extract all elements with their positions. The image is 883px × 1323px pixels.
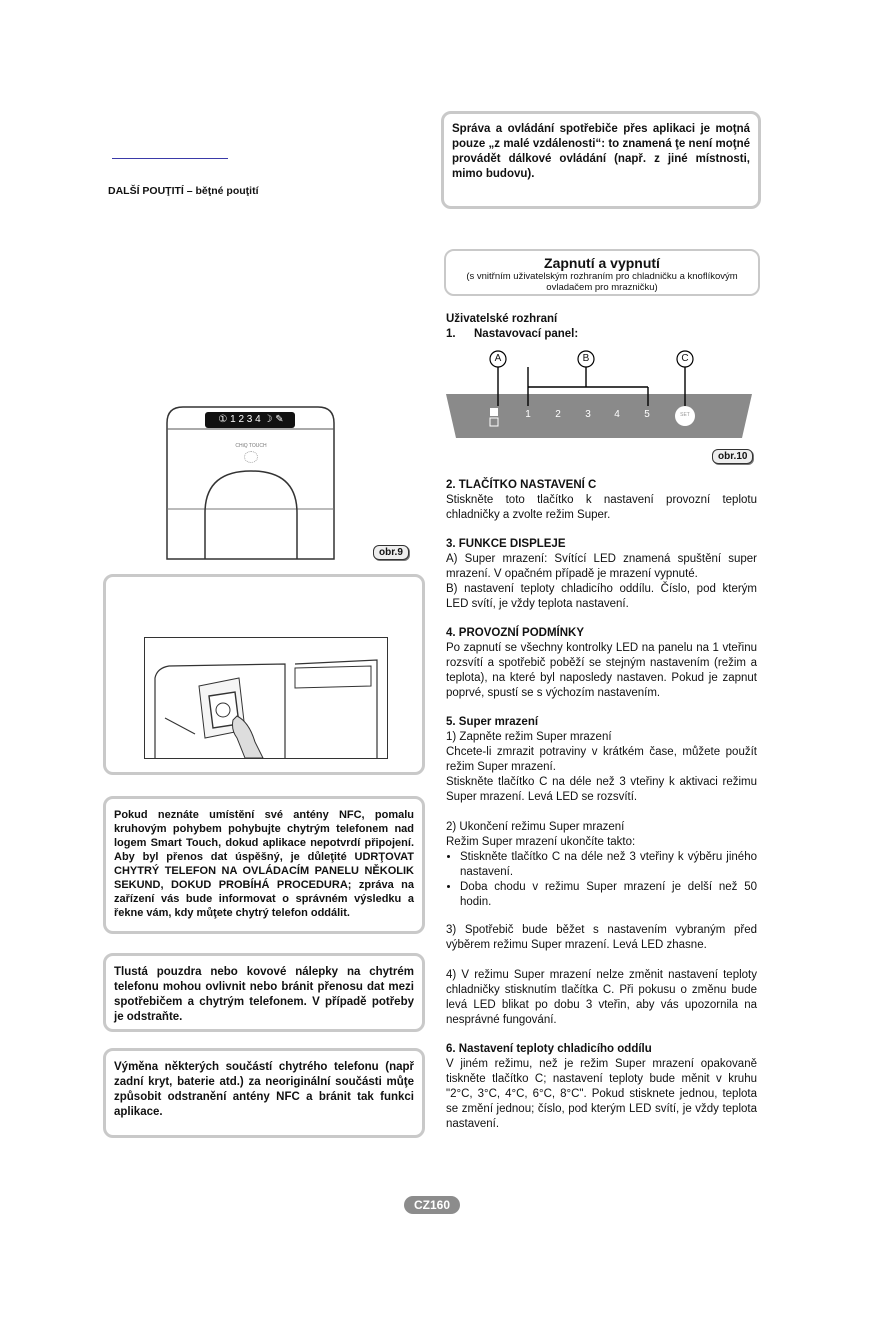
section-5-bullets: [446, 850, 757, 910]
section-5-p6: 3) Spotřebič bude běžet s nastavením vybraným před výběrem režimu Super mrazení. Levá LED zhasne.: [446, 924, 757, 951]
nfc-info-text: Pokud neznáte umístění své antény NFC, pomalu kruhovým pohybem pohybujte chytrým telefonem nad logem Smart Touch, dokud aplikace nepotvrdí připojení. Aby byl přenos dat úspěšný, je důleţité UDRŢOVAT CHYTRÝ TELEFON NA OVLÁDACÍM PANELU NĚKOLIK SEKUND, DOKUD PROBÍHÁ PROCEDURA; zpráva na zařízení vás bude informovat o správném výsledku a řekne vám, kdy můţete chytrý telefon oddálit.: [114, 809, 414, 919]
section-title: Zapnutí a vypnutí: [544, 255, 660, 271]
section-5-p1: 1) Zapněte režim Super mrazení: [446, 731, 612, 743]
section-2-text: Stiskněte toto tlačítko k nastavení provozní teplotu chladničky a zvolte režim Super.: [446, 494, 757, 521]
section-5: [446, 715, 757, 1028]
ui-heading: Uživatelské rozhraní: [446, 313, 558, 325]
section-5-p2: Chcete-li zmrazit potraviny v krátkém čase, můžete použít režim Super mrazení.: [446, 746, 757, 773]
section-4: [446, 626, 757, 701]
panel-digit-5: 5: [644, 409, 650, 420]
section-5-title: 5. Super mrazení: [446, 716, 539, 728]
parts-warning-box: [103, 1048, 425, 1138]
section-2-title: 2. TLAČÍTKO NASTAVENÍ C: [446, 479, 597, 491]
panel-digit-2: 2: [555, 409, 561, 420]
section-title-box: [444, 249, 760, 296]
section-6: [446, 1042, 757, 1132]
section-3-title: 3. FUNKCE DISPLEJE: [446, 538, 566, 550]
callout-c: C: [681, 353, 689, 364]
next-use-heading: DALŠÍ POUŢITÍ – běţné pouţití: [108, 185, 259, 197]
set-button-label: SET: [680, 412, 690, 418]
panel-digit-1: 1: [525, 409, 531, 420]
figure-10-label: obr.10: [712, 449, 753, 464]
section-5-bullet-2: • Doba chodu v režimu Super mrazení je delší než 50 hodin.: [460, 880, 757, 910]
phone-tap-drawing: [145, 638, 387, 758]
panel-heading: Nastavovací panel:: [474, 328, 579, 340]
control-panel-digits: ① 1 2 3 4 ☽ ✎: [218, 414, 284, 425]
case-warning-box: [103, 953, 425, 1032]
figure-9-label: obr.9: [373, 545, 409, 560]
touch-logo: CHiQ TOUCH: [235, 443, 267, 449]
section-2: [446, 478, 757, 523]
section-subtitle: (s vnitřním uživatelským rozhraním pro chladničku a knoflíkovým ovladačem pro mrazničku): [466, 271, 738, 293]
distance-note-box: [441, 111, 761, 209]
section-3-b: B) nastavení teploty chladicího oddílu. Číslo, pod kterým LED svítí, je vždy teplota nastavení.: [446, 583, 757, 610]
callout-b: B: [582, 353, 590, 364]
section-6-title: 6. Nastavení teploty chladicího oddílu: [446, 1043, 652, 1055]
ui-heading-block: [446, 312, 762, 342]
fridge-interior-drawing: [144, 637, 388, 759]
parts-warning-text: Výměna některých součástí chytrého telefonu (např zadní kryt, baterie atd.) za neoriginální součásti můţe způsobit odstranění antény NFC a bránit tak funkci aplikace.: [114, 1061, 414, 1118]
panel-digit-4: 4: [614, 409, 620, 420]
panel-diagram: [446, 348, 752, 438]
section-5-p4: 2) Ukončení režimu Super mrazení: [446, 821, 625, 833]
panel-heading-row: [446, 327, 762, 342]
section-5-p7: 4) V režimu Super mrazení nelze změnit nastavení teploty chladničky stisknutím tlačítka C. Při pokusu o změnu bude levá LED blikat po dobu 3 vteřin, aby vás upozornila na nesprávné fungování.: [446, 969, 757, 1026]
section-5-p3: Stiskněte tlačítko C na déle než 3 vteřiny k aktivaci režimu Super mrazení. Levá LED se rozsvítí.: [446, 776, 757, 803]
section-4-text: Po zapnutí se všechny kontrolky LED na panelu na 1 vteřinu rozsvítí a spotřebič poběží se stejným nastavením (režim a teplota), na které byl naposledy nastaven. Pokud je zapnut poprvé, spustí se s výchozím nastavením.: [446, 642, 757, 699]
touch-logo-mark: [244, 451, 258, 463]
page-number: CZ160: [404, 1196, 460, 1214]
fridge-illustration: [163, 403, 338, 563]
nfc-info-box: [103, 796, 425, 934]
section-5-bullet-1: • Stiskněte tlačítko C na déle než 3 vteřiny k výběru jiného nastavení.: [460, 850, 757, 880]
section-4-title: 4. PROVOZNÍ PODMÍNKY: [446, 627, 585, 639]
distance-note-text: Správa a ovládání spotřebiče přes aplikaci je moţná pouze „z malé vzdálenosti“: to znamená ţe není moţné provádět dálkové ovládání (např. z jiné místnosti, mimo budovu).: [452, 123, 750, 180]
panel-digit-3: 3: [585, 409, 591, 420]
section-3: [446, 537, 757, 612]
link-underline: [112, 158, 228, 159]
instructions-column: [446, 478, 757, 1146]
case-warning-text: Tlustá pouzdra nebo kovové nálepky na chytrém telefonu mohou ovlivnit nebo bránit přenosu dat mezi spotřebičem a chytrým telefonem. V případě potřeby je odstraňte.: [114, 966, 414, 1023]
section-6-text: V jiném režimu, než je režim Super mrazení opakovaně tiskněte tlačítko C; nastavení teploty bude měnit v kruhu "2°C, 3°C, 4°C, 6°C, 8°C". Pokud stisknete jednou, teplota se změní jednou; číslo, pod kterým LED svítí, je vždy teplota nastavení.: [446, 1058, 757, 1130]
section-5-p5: Režim Super mrazení ukončíte takto:: [446, 836, 636, 848]
callout-a: A: [494, 353, 502, 364]
section-3-a: A) Super mrazení: Svítící LED znamená spuštění super mrazení. V opačném případě je mrazení vypnuté.: [446, 553, 757, 580]
phone-illustration-box: [103, 574, 425, 775]
fridge-drawing: [163, 403, 338, 563]
panel-number: 1.: [446, 328, 456, 340]
